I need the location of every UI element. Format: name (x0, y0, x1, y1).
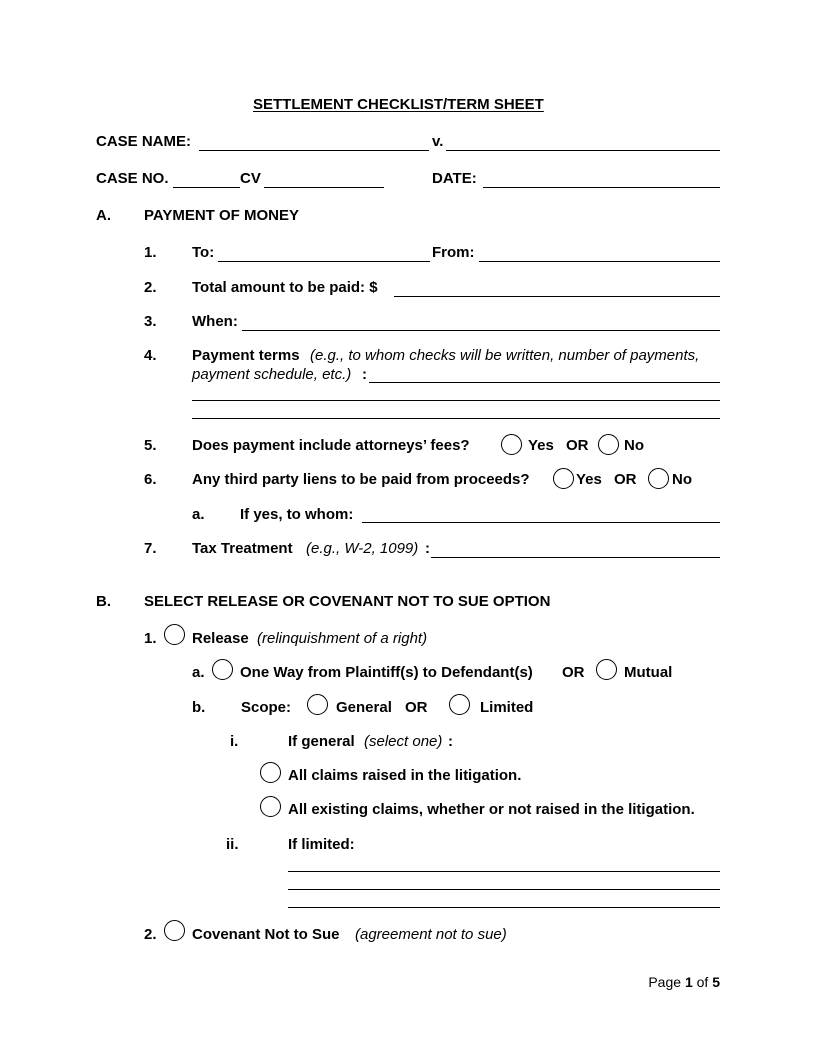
item-b2-number: 2. (144, 926, 157, 943)
liens-to-whom-field[interactable] (362, 522, 720, 523)
page-number (648, 973, 720, 991)
scope-or: OR (405, 699, 428, 716)
tax-treatment-colon: : (425, 540, 430, 557)
tax-treatment-field[interactable] (431, 557, 720, 558)
covenant-label: Covenant Not to Sue (192, 926, 340, 943)
attorneys-fees-yes-label: Yes (528, 437, 554, 454)
payment-terms-colon: : (362, 366, 367, 383)
section-a-heading: PAYMENT OF MONEY (144, 207, 300, 224)
page-word: Page (648, 974, 682, 990)
payment-terms-field-3[interactable] (192, 418, 720, 419)
scope-general-radio[interactable] (307, 694, 328, 715)
item-a2-number: 2. (144, 279, 157, 296)
tax-treatment-hint: (e.g., W-2, 1099) (306, 540, 419, 557)
payment-terms-field-1[interactable] (369, 382, 720, 383)
if-limited-label: If limited: (288, 836, 355, 853)
item-a4-number: 4. (144, 347, 157, 364)
from-label: From: (432, 244, 475, 261)
to-label: To: (192, 244, 215, 261)
total-amount-label: Total amount to be paid: $ (192, 279, 378, 296)
scope-limited-radio[interactable] (449, 694, 470, 715)
case-name-label: CASE NAME: (96, 133, 192, 150)
from-field[interactable] (479, 261, 720, 262)
scope-general-label: General (336, 699, 392, 716)
attorneys-fees-no-radio[interactable] (598, 434, 619, 455)
scope-label: Scope: (241, 699, 292, 716)
if-general-colon: : (448, 733, 453, 750)
mutual-radio[interactable] (596, 659, 617, 680)
third-party-liens-label: Any third party liens to be paid from proceeds? (192, 471, 530, 488)
scope-limited-label: Limited (480, 699, 534, 716)
liens-yes-radio[interactable] (553, 468, 574, 489)
release-label: Release (192, 630, 249, 647)
opposing-party-field[interactable] (446, 150, 720, 151)
attorneys-fees-label: Does payment include attorneys’ fees? (192, 437, 470, 454)
liens-no-radio[interactable] (648, 468, 669, 489)
payment-terms-hint-line1: (e.g., to whom checks will be written, number of payments, (310, 347, 700, 364)
when-field[interactable] (242, 330, 720, 331)
section-b-letter: B. (96, 593, 111, 610)
if-general-label: If general (288, 733, 355, 750)
if-limited-field-1[interactable] (288, 871, 720, 872)
one-way-radio[interactable] (212, 659, 233, 680)
if-limited-field-2[interactable] (288, 889, 720, 890)
liens-or: OR (614, 471, 637, 488)
covenant-hint: (agreement not to sue) (355, 926, 507, 943)
item-b1b-i-number: i. (230, 733, 239, 750)
item-a6a-letter: a. (192, 506, 205, 523)
attorneys-fees-or: OR (566, 437, 589, 454)
item-b1-number: 1. (144, 630, 157, 647)
all-claims-raised-radio[interactable] (260, 762, 281, 783)
attorneys-fees-yes-radio[interactable] (501, 434, 522, 455)
total-amount-field[interactable] (394, 296, 720, 297)
date-label: DATE: (432, 170, 477, 187)
mutual-label: Mutual (624, 664, 673, 681)
page-current: 1 (684, 974, 693, 990)
release-radio[interactable] (164, 624, 185, 645)
page-title: SETTLEMENT CHECKLIST/TERM SHEET (253, 96, 544, 113)
case-name-field[interactable] (199, 150, 429, 151)
page-total: 5 (712, 974, 720, 990)
to-field[interactable] (218, 261, 430, 262)
item-a3-number: 3. (144, 313, 157, 330)
item-a5-number: 5. (144, 437, 157, 454)
versus-label: v. (432, 133, 444, 150)
payment-terms-label: Payment terms (192, 347, 300, 364)
if-general-hint: (select one) (364, 733, 443, 750)
of-word: of (696, 974, 709, 990)
covenant-radio[interactable] (164, 920, 185, 941)
all-claims-raised-label: All claims raised in the litigation. (288, 767, 522, 784)
all-existing-claims-label: All existing claims, whether or not raised in the litigation. (288, 801, 695, 818)
payment-terms-field-2[interactable] (192, 400, 720, 401)
liens-no-label: No (672, 471, 692, 488)
liens-yes-label: Yes (576, 471, 602, 488)
attorneys-fees-no-label: No (624, 437, 644, 454)
liens-to-whom-label: If yes, to whom: (240, 506, 354, 523)
cv-number-field[interactable] (264, 187, 384, 188)
tax-treatment-label: Tax Treatment (192, 540, 293, 557)
item-b1b-ii-number: ii. (226, 836, 239, 853)
section-a-letter: A. (96, 207, 111, 224)
one-way-label: One Way from Plaintiff(s) to Defendant(s) (240, 664, 533, 681)
item-b1a-letter: a. (192, 664, 205, 681)
section-b-heading: SELECT RELEASE OR COVENANT NOT TO SUE OPTION (144, 593, 551, 610)
release-direction-or: OR (562, 664, 585, 681)
release-hint: (relinquishment of a right) (257, 630, 428, 647)
date-field[interactable] (483, 187, 720, 188)
when-label: When: (192, 313, 238, 330)
item-a7-number: 7. (144, 540, 157, 557)
cv-label: CV (240, 170, 261, 187)
item-b1b-letter: b. (192, 699, 206, 716)
item-a1-number: 1. (144, 244, 157, 261)
case-no-label: CASE NO. (96, 170, 169, 187)
item-a6-number: 6. (144, 471, 157, 488)
if-limited-field-3[interactable] (288, 907, 720, 908)
payment-terms-hint-line2: payment schedule, etc.) (192, 366, 352, 383)
case-no-field[interactable] (173, 187, 240, 188)
all-existing-claims-radio[interactable] (260, 796, 281, 817)
